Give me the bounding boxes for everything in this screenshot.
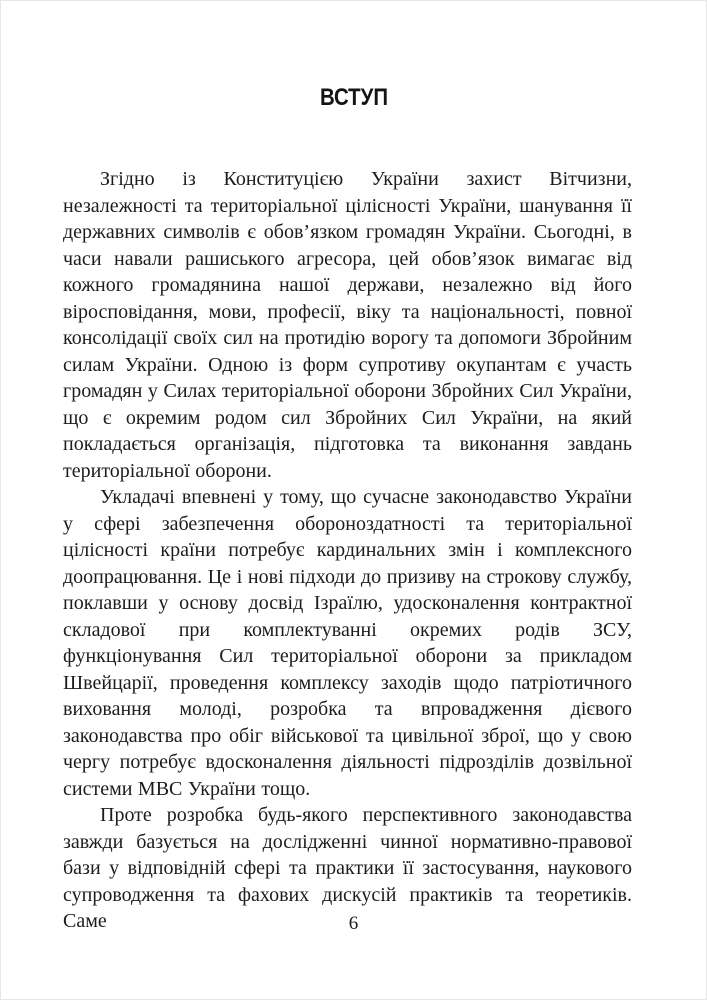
page-title-text: ВСТУП xyxy=(319,84,388,111)
page-number: 6 xyxy=(348,913,359,934)
paragraph-1: Згідно із Конституцією України захист Вітчизни, незалежності та територіальної цілісності України, шанування її державних символів є обов’язком громадян України. Сьогодні, в часи навали рашиського агресора, цей обов’язок вимагає від кожного громадянина нашої держави, незалежно від його віросповідання, мови, професії, віку та національності, повної консолідації своїх сил на протидію ворогу та допомоги Збройним силам України. Одною із форм супротиву окупантам є участь громадян у Силах територіальної оборони Збройних Сил України, що є окремим родом сил Збройних Сил України, на який покладається організація, підготовка та виконання завдань територіальної оборони. xyxy=(63,168,632,482)
paragraph-3: Проте розробка будь-якого перспективного законодавства завжди базується на дослідженні чинної нормативно-правової бази у відповідній сфері та практики її застосування, наукового супроводження та фахових дискусій практиків та теоретиків. Саме xyxy=(63,804,632,932)
page-title xyxy=(0,84,707,112)
document-body xyxy=(0,166,707,935)
paragraph-2: Укладачі впевнені у тому, що сучасне законодавство України у сфері забезпечення обороноздатності та територіальної цілісності країни потребує кардинальних змін і комплексного доопрацювання. Це і нові підходи до призиву на строкову службу, поклавши у основу досвід Ізраїлю, удосконалення контрактної складової при комплектуванні окремих родів ЗСУ, функціонування Сил територіальної оборони за прикладом Швейцарії, проведення комплексу заходів щодо патріотичного виховання молоді, розробка та впровадження дієвого законодавства про обіг військової та цивільної зброї, що у свою чергу потребує вдосконалення діяльності підрозділів дозвільної системи МВС України тощо. xyxy=(63,486,632,800)
